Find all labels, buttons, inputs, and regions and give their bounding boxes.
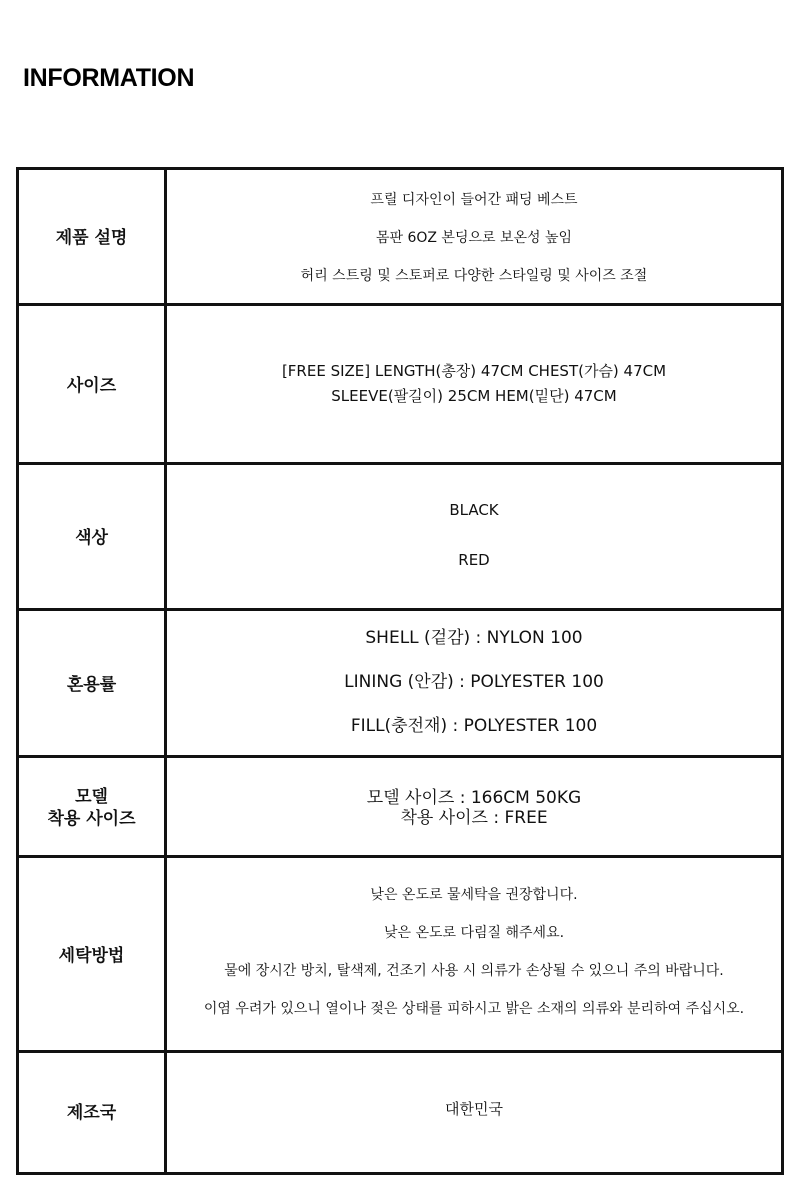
label-origin [19,1053,167,1172]
label-text: 제조국 [66,1102,117,1123]
material-line: LINING (안감) : POLYESTER 100 [344,672,604,692]
color-option: BLACK [449,501,499,519]
material-line: FILL(충전재) : POLYESTER 100 [350,716,598,736]
page-title: INFORMATION [23,64,195,92]
value-color [167,465,781,611]
size-line: [FREE SIZE] LENGTH(총장) 47CM CHEST(가슴) 47CM [281,362,667,380]
row-washing [19,855,781,1053]
information-table [16,167,784,1175]
label-model-size [19,758,167,858]
value-material [167,611,781,758]
origin-line: 대한민국 [445,1100,503,1118]
description-line: 프릴 디자인이 들어간 패딩 베스트 [370,192,578,208]
size-line: SLEEVE(팔길이) 25CM HEM(밑단) 47CM [331,387,617,405]
row-size [19,303,781,465]
label-text: 제품 설명 [55,228,128,248]
description-line: 허리 스트링 및 스토퍼로 다양한 스타일링 및 사이즈 조절 [300,268,648,284]
row-material [19,608,781,758]
label-washing [19,858,167,1053]
label-text: 모델 [75,787,108,807]
value-product-description [167,170,781,306]
model-size-line: 착용 사이즈 : FREE [400,808,548,828]
row-product-description [19,170,781,306]
color-option: RED [458,551,490,569]
label-text: 세탁방법 [58,945,125,966]
washing-line: 물에 장시간 방치, 탈색제, 건조기 사용 시 의류가 손상될 수 있으니 주의 바랍니다. [224,963,724,979]
row-origin [19,1050,781,1172]
washing-line: 이염 우려가 있으니 열이나 젖은 상태를 피하시고 밝은 소재의 의류와 분리하여 주십시오. [203,1001,745,1017]
row-model-size [19,755,781,858]
label-text: 색상 [75,528,108,548]
model-size-line: 모델 사이즈 : 166CM 50KG [366,788,582,808]
row-color [19,462,781,611]
value-origin [167,1053,781,1172]
washing-line: 낮은 온도로 다림질 해주세요. [383,925,565,941]
label-product-description [19,170,167,306]
value-washing [167,858,781,1053]
label-color [19,465,167,611]
description-line: 몸판 6OZ 본딩으로 보온성 높임 [375,230,573,246]
label-text: 착용 사이즈 [47,809,136,829]
material-line: SHELL (겉감) : NYLON 100 [365,628,583,648]
label-material [19,611,167,758]
washing-line: 낮은 온도로 물세탁을 권장합니다. [370,887,578,903]
label-text: 혼용률 [66,674,117,695]
label-size [19,306,167,465]
value-model-size [167,758,781,858]
label-text: 사이즈 [66,375,117,396]
value-size [167,306,781,465]
